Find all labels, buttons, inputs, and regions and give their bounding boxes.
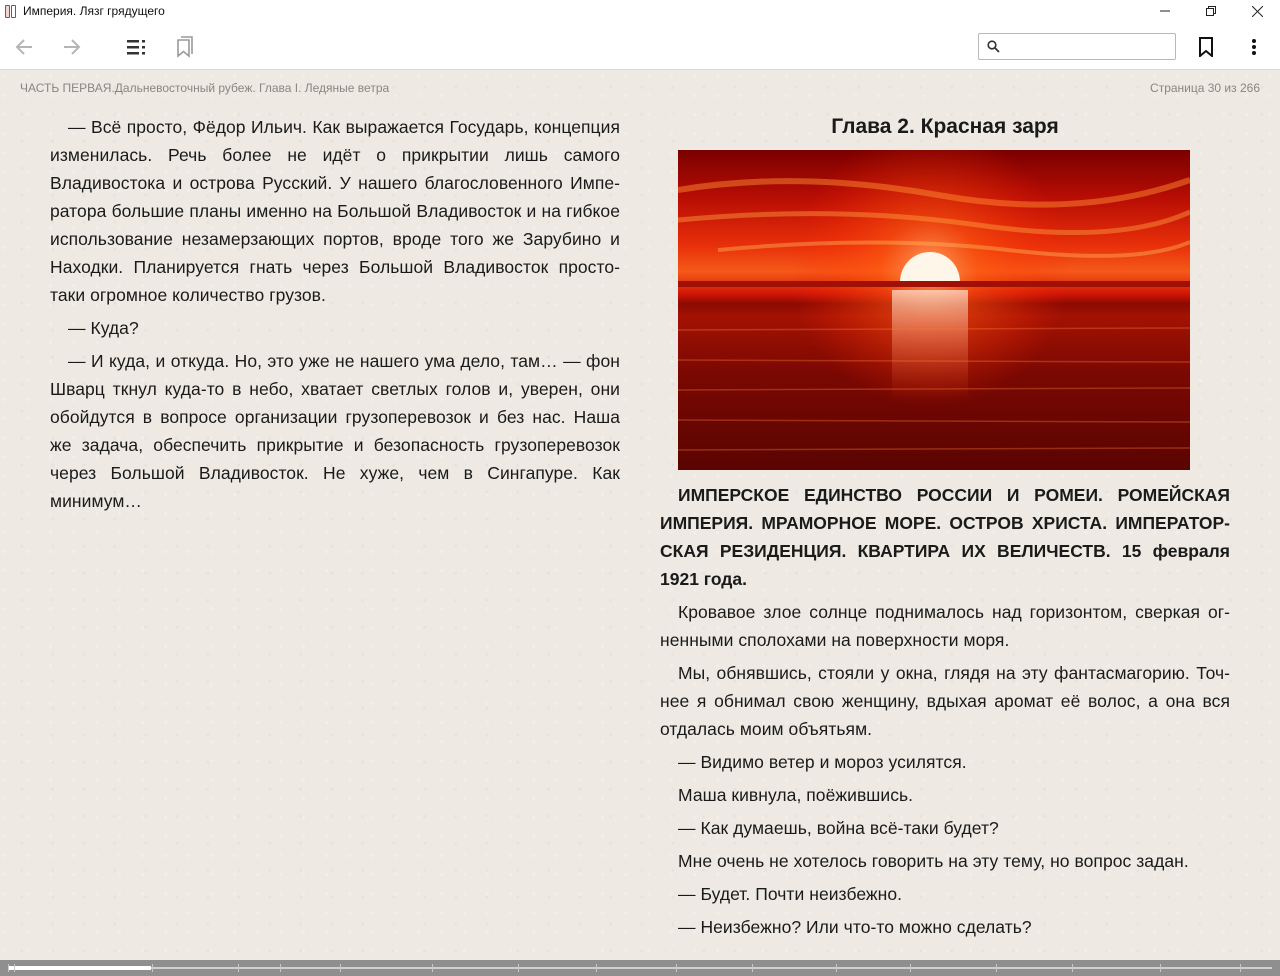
progress-tick: [432, 964, 433, 972]
search-input[interactable]: [1005, 36, 1171, 57]
chapter-title: Глава 2. Красная заря: [831, 115, 1059, 138]
progress-tick: [518, 964, 519, 972]
progress-tick: [1240, 964, 1241, 972]
reader-toolbar: [0, 22, 1280, 70]
progress-track: [8, 967, 1272, 969]
progress-tick: [676, 964, 677, 972]
window-title: Империя. Лязг грядущего: [23, 4, 165, 18]
paragraph: Маша кивнула, поёжившись.: [678, 785, 914, 805]
left-page: [50, 113, 620, 520]
paragraph: Мне очень не хотелось говорить на эту тему, но вопрос задан.: [678, 851, 1189, 871]
section-subheading: ИМПЕРСКОЕ ЕДИНСТВО РОССИИ И РОМЕИ. РОМЕЙСКАЯ ИМПЕРИЯ. МРАМОРНОЕ МОРЕ. ОСТРОВ ХРИСТА. ИМПЕРАТОРСКАЯ РЕЗИДЕНЦИЯ. КВАРТИРА ИХ ВЕЛИЧЕСТВ. 15 февраля 1921 года.: [660, 485, 1230, 589]
progress-tick: [1072, 964, 1073, 972]
paragraph: — Будет. Почти неизбежно.: [678, 884, 903, 904]
title-bar: [0, 0, 1280, 22]
restore-icon: [1206, 6, 1216, 16]
progress-tick: [752, 964, 753, 972]
table-of-contents-button[interactable]: [124, 34, 150, 60]
paragraph: — Неизбежно? Или что-то можно сделать?: [678, 917, 1032, 937]
bookmarks-icon: [175, 36, 195, 58]
bookmark-page-button[interactable]: [1193, 34, 1219, 60]
back-button[interactable]: [11, 34, 37, 60]
forward-button[interactable]: [59, 34, 85, 60]
paragraph: — Всё просто, Фёдор Ильич. Как выражается Государь, концепция изменилась. Речь более не идёт о прикрытии лишь самого Владивостока и острова Русский. У нашего благословенного Императора большие планы именно на Большой Владивосток и на гибкое использование незамерзающих портов, вроде того же Зарубино и Находки. Планируется гнать через Большой Владивосток просто-таки огромное количество грузов.: [50, 117, 620, 305]
restore-button[interactable]: [1188, 0, 1234, 22]
book-app-icon: [5, 5, 17, 18]
progress-tick: [836, 964, 837, 972]
paragraph: Мы, обнявшись, стояли у окна, глядя на эту фантасмагорию. Точнее я обнимал свою женщину, вдыхая аромат её волос, а она вся отдалась моим объятьям.: [660, 663, 1230, 739]
paragraph: Кровавое злое солнце поднималось над горизонтом, сверкая огненными сполохами на поверхности моря.: [660, 602, 1230, 650]
progress-tick: [280, 964, 281, 972]
minimize-icon: [1160, 6, 1170, 16]
window-controls: [1142, 0, 1280, 22]
close-icon: [1252, 6, 1263, 17]
page-counter: Страница 30 из 266: [1150, 81, 1260, 95]
more-options-button[interactable]: [1241, 34, 1267, 60]
progress-tick: [8, 964, 9, 972]
progress-tick: [238, 964, 239, 972]
more-vertical-icon: [1251, 38, 1257, 56]
running-head: ЧАСТЬ ПЕРВАЯ.Дальневосточный рубеж. Глава I. Ледяные ветра: [20, 81, 390, 95]
bookmarks-list-button[interactable]: [172, 34, 198, 60]
paragraph: — И куда, и откуда. Но, это уже не нашего ума дело, там… — фон Шварц ткнул куда-то в небо, хватает светлых голов и, уверен, они обойдутся в вопросе организации грузоперевозок и без нас. Наша же задача, обеспечить прикрытие и безопасность грузоперевозок через Большой Владивосток. Не хуже, чем в Сингапуре. Как минимум…: [50, 351, 620, 511]
progress-tick: [596, 964, 597, 972]
sunset-illustration: [678, 150, 1190, 470]
paragraph: — Куда?: [68, 318, 139, 338]
progress-tick: [1160, 964, 1161, 972]
progress-tick: [152, 964, 153, 972]
reading-progress-bar[interactable]: [0, 960, 1280, 976]
progress-tick: [340, 964, 341, 972]
reading-area[interactable]: [0, 71, 1280, 960]
minimize-button[interactable]: [1142, 0, 1188, 22]
progress-tick: [14, 964, 15, 972]
arrow-left-icon: [14, 37, 34, 57]
search-field[interactable]: [978, 33, 1176, 60]
progress-tick: [996, 964, 997, 972]
arrow-right-icon: [62, 37, 82, 57]
bookmark-icon: [1198, 37, 1214, 57]
close-button[interactable]: [1234, 0, 1280, 22]
paragraph: — Как думаешь, война всё-таки будет?: [678, 818, 999, 838]
progress-tick: [910, 964, 911, 972]
table-of-contents-icon: [127, 38, 147, 56]
paragraph: — Видимо ветер и мороз усилятся.: [678, 752, 967, 772]
progress-fill: [8, 966, 151, 970]
search-icon: [987, 40, 1000, 53]
right-page: [660, 113, 1230, 946]
